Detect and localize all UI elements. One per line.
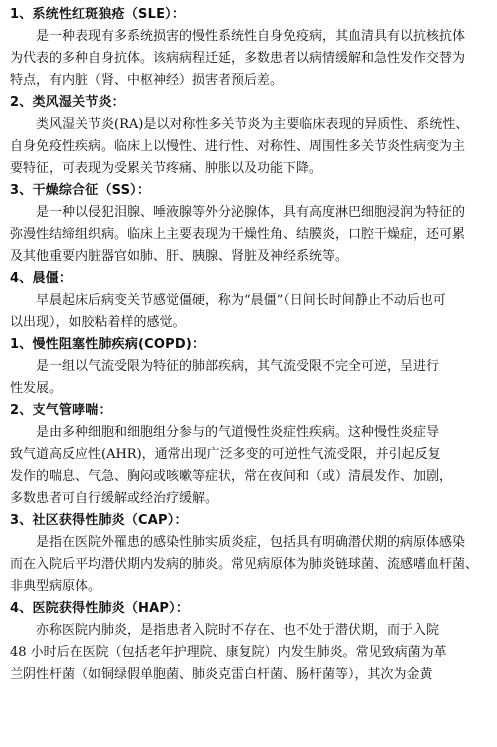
paragraph-line: 48 小时后在医院（包括老年护理院、康复院）内发生肺炎。常见致病菌为革 — [10, 645, 447, 660]
section-heading: 3、社区获得性肺炎（CAP）： — [10, 513, 188, 528]
paragraph-line: 弥漫性结缔组织病。临床上主要表现为干燥性角、结膜炎，口腔干燥症，还可累 — [10, 227, 466, 242]
section-heading: 2、类风湿关节炎： — [10, 95, 125, 110]
section-sle — [10, 4, 487, 92]
paragraph-line: 及其他重要内脏器官如肺、肝、胰腺、肾脏及神经系统等。 — [10, 249, 349, 264]
paragraph-line: 为代表的多种自身抗体。该病病程迁延，多数患者以病情缓解和急性发作交替为 — [10, 51, 466, 66]
paragraph-line: 类风湿关节炎(RA)是以对称性多关节炎为主要临床表现的异质性、系统性、 — [36, 117, 469, 132]
section-heading: 1、系统性红斑狼疮（SLE）： — [10, 7, 186, 22]
section-cap — [10, 510, 487, 598]
paragraph-line: 以出现），如胶粘着样的感觉。 — [10, 315, 186, 330]
paragraph-line: 是一组以气流受限为特征的肺部疾病，其气流受限不完全可逆，呈进行 — [36, 359, 440, 374]
section-morning-stiffness — [10, 268, 487, 334]
paragraph-line: 要特征，可表现为受累关节疼痛、肿胀以及功能下降。 — [10, 161, 323, 176]
section-heading: 1、慢性阻塞性肺疾病(COPD)： — [10, 337, 206, 352]
paragraph-line: 是由多种细胞和细胞组分参与的气道慢性炎症性疾病。这种慢性炎症导 — [36, 425, 440, 440]
section-ss — [10, 180, 487, 268]
section-hap — [10, 598, 487, 686]
section-copd — [10, 334, 487, 400]
paragraph-line: 性发展。 — [10, 381, 63, 396]
section-ra — [10, 92, 487, 180]
paragraph-line: 早晨起床后病变关节感觉僵硬，称为“晨僵”（日间长时间静止不动后也可 — [36, 293, 446, 308]
paragraph-line: 是指在医院外罹患的感染性肺实质炎症，包括具有明确潜伏期的病原体感染 — [36, 535, 466, 550]
section-heading: 2、支气管哮喘： — [10, 403, 112, 418]
paragraph-line: 亦称医院内肺炎，是指患者入院时不存在、也不处于潜伏期，而于入院 — [36, 623, 440, 638]
section-heading: 3、干燥综合征（SS）： — [10, 183, 151, 198]
section-asthma — [10, 400, 487, 510]
paragraph-line: 非典型病原体。 — [10, 579, 102, 594]
paragraph-line: 多数患者可自行缓解或经治疗缓解。 — [10, 491, 219, 506]
paragraph-line: 发作的喘息、气急、胸闷或咳嗽等症状，常在夜间和（或）清晨发作、加剧， — [10, 469, 453, 484]
paragraph-line: 致气道高反应性(AHR)，通常出现广泛多变的可逆性气流受限，并引起反复 — [10, 447, 441, 462]
paragraph-line: 而在入院后平均潜伏期内发病的肺炎。常见病原体为肺炎链球菌、流感嗜血杆菌、 — [10, 557, 479, 572]
paragraph-line: 兰阴性杆菌（如铜绿假单胞菌、肺炎克雷白杆菌、肠杆菌等），其次为金黄 — [10, 667, 433, 682]
section-heading: 4、医院获得性肺炎（HAP）： — [10, 601, 190, 616]
paragraph-line: 是一种表现有多系统损害的慢性系统性自身免疫病，其血清具有以抗核抗体 — [36, 29, 466, 44]
section-heading: 4、晨僵： — [10, 271, 73, 286]
paragraph-line: 自身免疫性疾病。临床上以慢性、进行性、对称性、周围性多关节炎性病变为主 — [10, 139, 466, 154]
paragraph-line: 特点，有内脏（肾、中枢神经）损害者预后差。 — [10, 73, 284, 88]
paragraph-line: 是一种以侵犯泪腺、唾液腺等外分泌腺体，具有高度淋巴细胞浸润为特征的 — [36, 205, 466, 220]
